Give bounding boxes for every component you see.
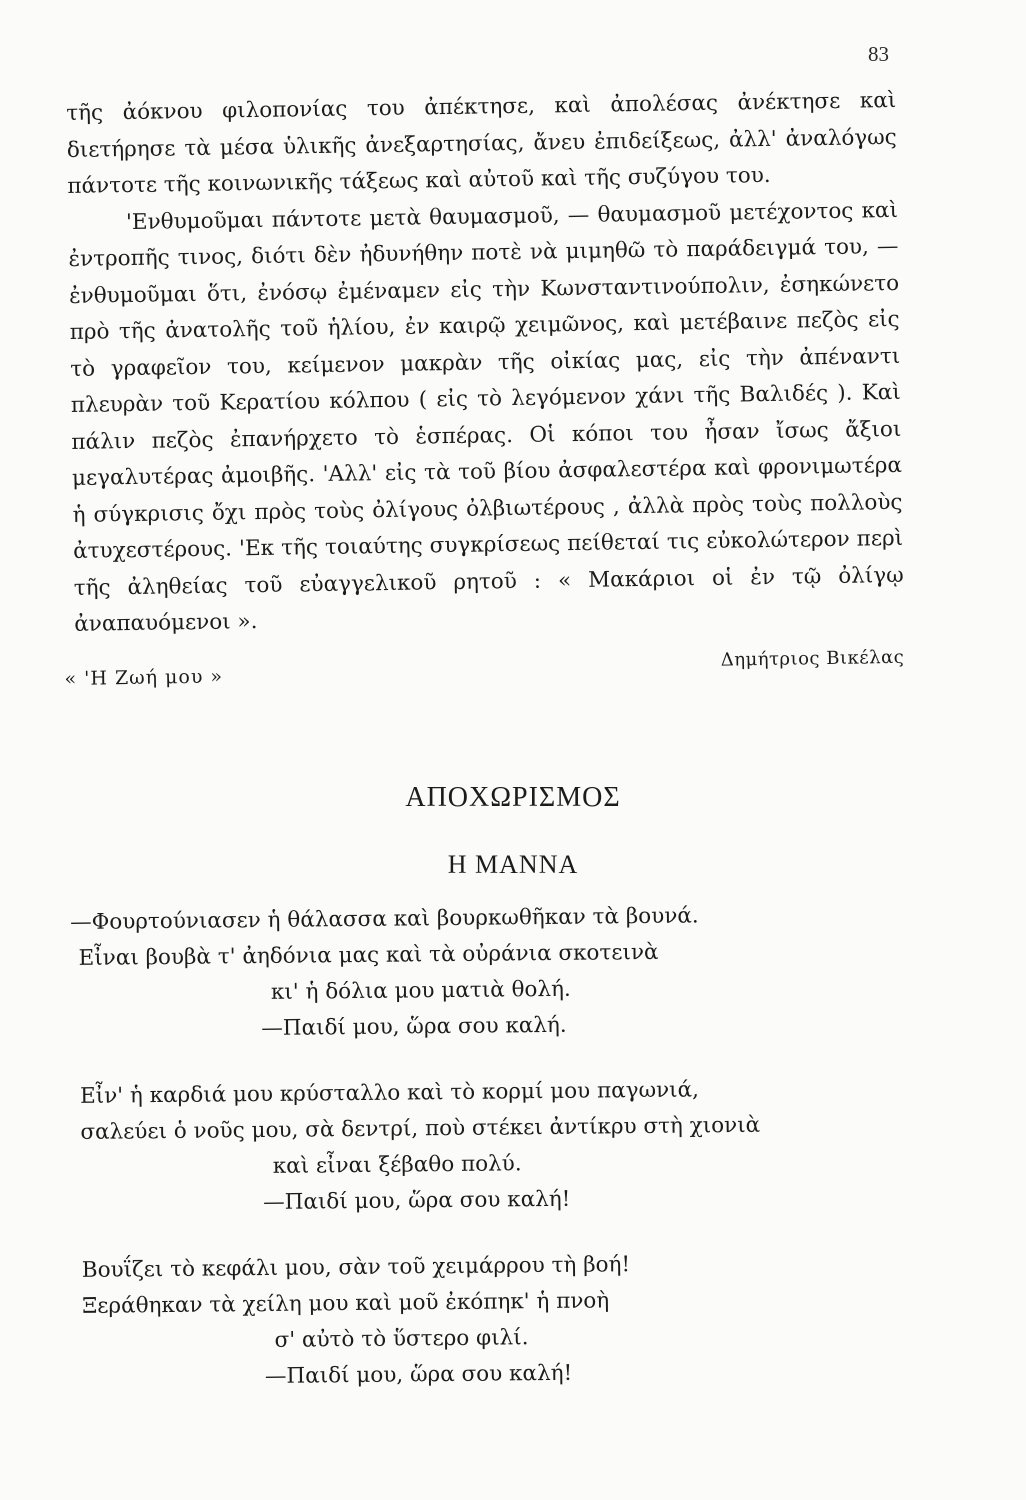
- poem-line: σαλεύει ὁ νοῦς μου, σὰ δεντρί, ποὺ στέκει ἀντίκρυ στὴ χιονιὰ: [80, 1112, 761, 1145]
- attribution: [64, 635, 905, 688]
- poem-line: Εἶναι βουβὰ τ' ἀηδόνια μας καὶ τὰ οὐράνια σκοτεινὰ: [78, 939, 659, 971]
- poem-line: σ' αὐτὸ τὸ ὕστερο φιλί.: [274, 1325, 529, 1353]
- poem-line: καὶ εἶναι ξέβαθο πολύ.: [272, 1151, 522, 1179]
- prose-text: [66, 83, 904, 643]
- poem-line: Εἶν' ἡ καρδιά μου κρύσταλλο καὶ τὸ κορμί μου παγωνιά,: [79, 1077, 700, 1109]
- poem-line: —Παιδί μου, ὥρα σου καλή!: [262, 1186, 571, 1215]
- poem-stanza: [72, 1070, 933, 1223]
- page-number: 83: [868, 42, 889, 66]
- poem-line: —Φουρτούνιασεν ἡ θάλασσα καὶ βουρκωθῆκαν τὰ βουνά.: [70, 903, 699, 935]
- source-title: « 'Η Ζωή μου »: [64, 665, 224, 690]
- prose-paragraph: 'Ενθυμοῦμαι πάντοτε μετὰ θαυμασμοῦ, — θαυμασμοῦ μετέχοντος καὶ ἐντροπῆς τινος, διότι δὲν ἠδυνήθην ποτὲ νὰ μιμηθῶ τὸ παράδειγμά του, — ἐνθυμοῦμαι ὅτι, ἐνόσῳ ἐμέναμεν εἰς τὴν Κωνσταντινούπολιν, ἐσηκώνετο πρὸ τῆς ἀνατολῆς τοῦ ἡλίου, ἐν καιρῷ χειμῶνος, καὶ μετέβαινε πεζὸς εἰς τὸ γραφεῖον του, κείμενον μακρὰν τῆς οἰκίας μας, εἰς τὴν ἀπέναντι πλευρὰν τοῦ Κερατίου κόλπου ( εἰς τὸ λεγόμενον χάνι τῆς Βαλιδές ). Καὶ πάλιν πεζὸς ἐπανήρχετο τὸ ἑσπέρας. Οἱ κόποι του ἦσαν ἴσως ἄξιοι μεγαλυτέρας ἀμοιβῆς. 'Αλλ' εἰς τὰ τοῦ βίου ἀσφαλεστέρα καὶ φρονιμωτέρα ἡ σύγκρισις ὄχι πρὸς τοὺς ὀλίγους ὀλβιωτέρους , ἀλλὰ πρὸς τοὺς πολλοὺς ἀτυχεστέρους. 'Εκ τῆς τοιαύτης συγκρίσεως πείθεταί τις εὐκολώτερον περὶ τῆς ἀληθείας τοῦ εὐαγγελικοῦ ρητοῦ : « Μακάριοι οἱ ἐν τῷ ὀλίγῳ ἀναπαυόμενοι ».: [68, 197, 904, 637]
- poem-line: κι' ἡ δόλια μου ματιὰ θολή.: [270, 976, 571, 1005]
- poem-line: Βουΐζει τὸ κεφάλι μου, σὰν τοῦ χειμάρρου τὴ βοή!: [81, 1252, 631, 1283]
- prose-paragraph: τῆς ἀόκνου φιλοπονίας του ἀπέκτησε, καὶ ἀπολέσας ἀνέκτησε καὶ διετήρησε τὰ μέσα ὑλικῆς ἀνεξαρτησίας, ἄνευ ἐπιδείξεως, ἀλλ' ἀναλόγως πάντοτε τῆς κοινωνικῆς τάξεως καὶ αὐτοῦ καὶ τῆς συζύγου του.: [66, 87, 897, 199]
- poem-line: —Παιδί μου, ὥρα σου καλή.: [261, 1012, 567, 1042]
- poem-line: —Παιδί μου, ὥρα σου καλή!: [264, 1360, 573, 1389]
- poem-stanza: [74, 1244, 935, 1397]
- poem-line: Ξεράθηκαν τὰ χείλη μου καὶ μοῦ ἐκόπηκ' ἡ πνοὴ: [82, 1288, 610, 1319]
- poem-stanza: [70, 896, 931, 1049]
- section-title: ΑΠΟΧΩΡΙΣΜΟΣ: [405, 782, 621, 813]
- poem: [70, 896, 935, 1397]
- author-name: Δημήτριος Βικέλας: [720, 646, 905, 671]
- poem-title: Η ΜΑΝΝΑ: [447, 850, 579, 879]
